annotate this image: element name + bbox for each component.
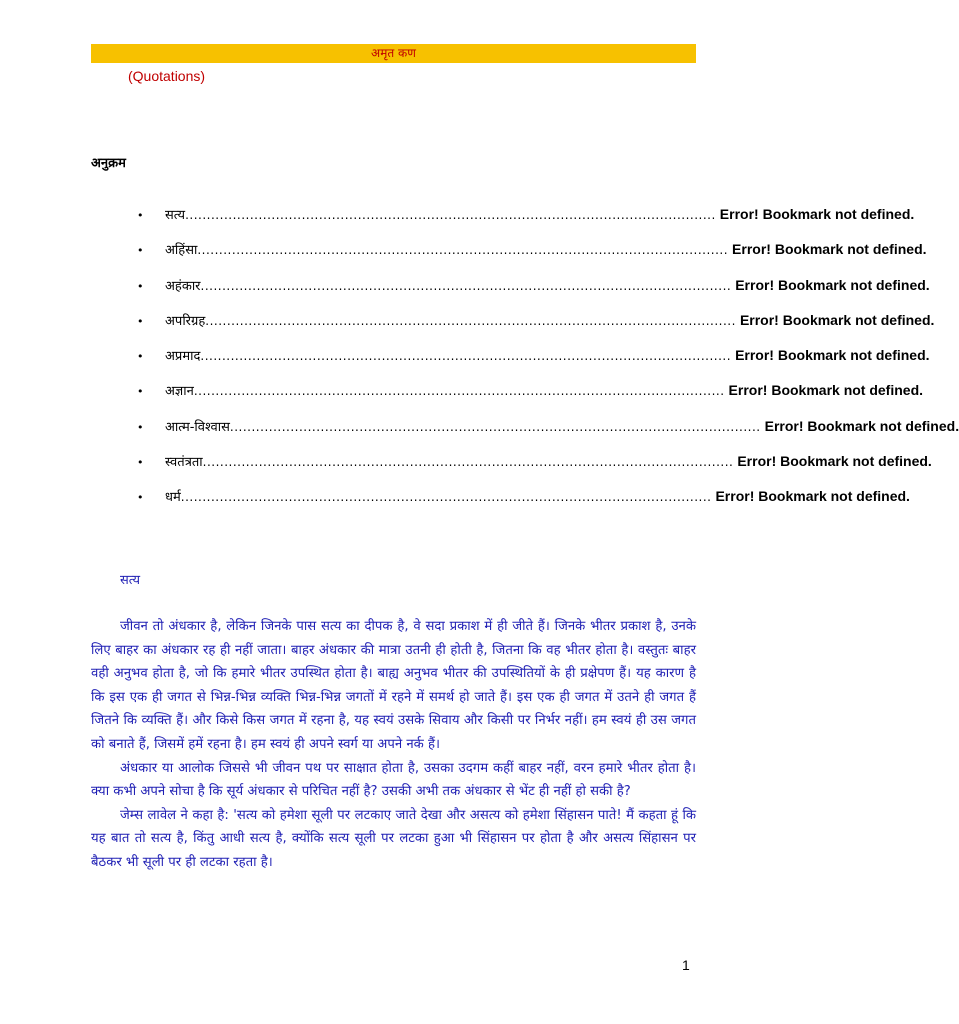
- toc-item-satya[interactable]: [137, 205, 915, 240]
- toc-item-label[interactable]: अज्ञान: [165, 384, 194, 400]
- toc-item-label[interactable]: अहंकार: [165, 278, 201, 294]
- header-bar: [91, 44, 696, 63]
- toc-item-dharm[interactable]: [137, 487, 910, 522]
- page-number: 1: [682, 957, 690, 973]
- toc-item-agyan[interactable]: [137, 381, 924, 416]
- toc-leader-dots: ...........................................................................................................................: [202, 455, 734, 470]
- bullet-icon: •: [137, 244, 144, 258]
- toc-item-atma-vishwas[interactable]: [137, 417, 959, 452]
- bullet-icon: •: [137, 491, 144, 505]
- toc-item-status: Error! Bookmark not defined.: [728, 382, 924, 399]
- toc-item-ahankar[interactable]: [137, 276, 930, 311]
- toc-heading: अनुक्रम: [91, 156, 126, 171]
- toc-item-status: Error! Bookmark not defined.: [732, 241, 927, 258]
- toc-item-ahimsa[interactable]: [137, 240, 927, 275]
- toc-leader-dots: ...........................................................................................................................: [200, 349, 732, 364]
- bullet-icon: •: [137, 456, 144, 470]
- toc-item-label[interactable]: अप्रमाद: [165, 349, 201, 365]
- toc-item-status: Error! Bookmark not defined.: [764, 417, 959, 434]
- toc-leader-dots: ...........................................................................................................................: [205, 313, 736, 328]
- toc-item-status: Error! Bookmark not defined.: [735, 276, 930, 293]
- bullet-icon: •: [137, 385, 144, 399]
- toc-item-label[interactable]: अहिंसा: [165, 243, 198, 259]
- toc-item-swatantrata[interactable]: [137, 452, 932, 487]
- toc-leader-dots: ...........................................................................................................................: [229, 419, 761, 434]
- bullet-icon: •: [137, 350, 144, 364]
- section-body: [91, 615, 696, 875]
- bullet-icon: •: [137, 209, 144, 222]
- body-paragraph: जेम्स लावेल ने कहा है: 'सत्य को हमेशा सूली पर लटकाए जाते देखा और असत्य को हमेशा सिंहासन पाते! मैं कहता हूं कि यह बात तो सत्य है, किंतु आधी सत्य है, क्योंकि सत्य सूली पर लटका हुआ भी सिंहासन पर होता है और असत्य सिंहासन पर बैठकर भी सूली पर ही लटका रहता है।: [91, 807, 696, 870]
- bullet-icon: •: [137, 314, 144, 328]
- toc-leader-dots: ...........................................................................................................................: [197, 243, 729, 258]
- toc-item-status: Error! Bookmark not defined.: [739, 311, 935, 328]
- toc-item-status: Error! Bookmark not defined.: [719, 206, 915, 222]
- toc-item-label[interactable]: सत्य: [165, 208, 186, 223]
- toc-item-label[interactable]: धर्म: [165, 490, 181, 506]
- toc-leader-dots: ...........................................................................................................................: [193, 384, 725, 399]
- document-subtitle: (Quotations): [128, 68, 206, 84]
- toc-item-label[interactable]: अपरिग्रह: [165, 313, 206, 329]
- bullet-icon: •: [137, 420, 144, 434]
- toc-leader-dots: ...........................................................................................................................: [185, 208, 716, 222]
- toc-item-status: Error! Bookmark not defined.: [715, 488, 910, 505]
- toc-item-status: Error! Bookmark not defined.: [737, 453, 932, 470]
- toc-item-aparigrah[interactable]: [137, 311, 935, 346]
- toc-item-label[interactable]: आत्म-विश्वास: [165, 419, 230, 435]
- toc-leader-dots: ...........................................................................................................................: [180, 490, 712, 505]
- table-of-contents: [137, 205, 959, 523]
- document-title: अमृत कण: [371, 46, 416, 60]
- toc-leader-dots: ...........................................................................................................................: [200, 278, 732, 293]
- body-paragraph: अंधकार या आलोक जिससे भी जीवन पथ पर साक्षात होता है, उसका उदगम कहीं बाहर नहीं, वरन हमारे भीतर होता है। क्या कभी अपने सोचा है कि सूर्य अंधकार से परिचित नहीं है? उसकी अभी तक अंधकार से भेंट ही नहीं हो सकी है?: [91, 760, 696, 800]
- body-paragraph: जीवन तो अंधकार है, लेकिन जिनके पास सत्य का दीपक है, वे सदा प्रकाश में ही जीते हैं। जिनके भीतर प्रकाश है, उनके लिए बाहर का अंधकार रह ही नहीं जाता। बाहर अंधकार की मात्रा उतनी ही होती है, जितना कि वह भीतर होता है। वस्तुतः बाहर वही अनुभव होता है, जो कि हमारे भीतर उपस्थित होता है। बाह्य अनुभव भीतर की उपस्थितियों के ही प्रक्षेपण हैं। यह कारण है कि इस एक ही जगत से भिन्न-भिन्न व्यक्ति भिन्न-भिन्न जगतों में रहने में समर्थ हो जाते हैं। इस एक ही जगत में उतने ही जगत हैं जितने कि व्यक्ति हैं। और किसे किस जगत में रहना है, यह स्वयं उसके सिवाय और किसी पर निर्भर नहीं। हम स्वयं ही उस जगत को बनाते हैं, जिसमें हमें रहना है। हम स्वयं ही अपने स्वर्ग या अपने नर्क हैं।: [91, 619, 696, 752]
- section-heading: सत्य: [120, 573, 141, 588]
- toc-item-apramad[interactable]: [137, 346, 930, 381]
- bullet-icon: •: [137, 279, 144, 293]
- toc-item-status: Error! Bookmark not defined.: [735, 347, 930, 364]
- toc-item-label[interactable]: स्वतंत्रता: [165, 455, 203, 471]
